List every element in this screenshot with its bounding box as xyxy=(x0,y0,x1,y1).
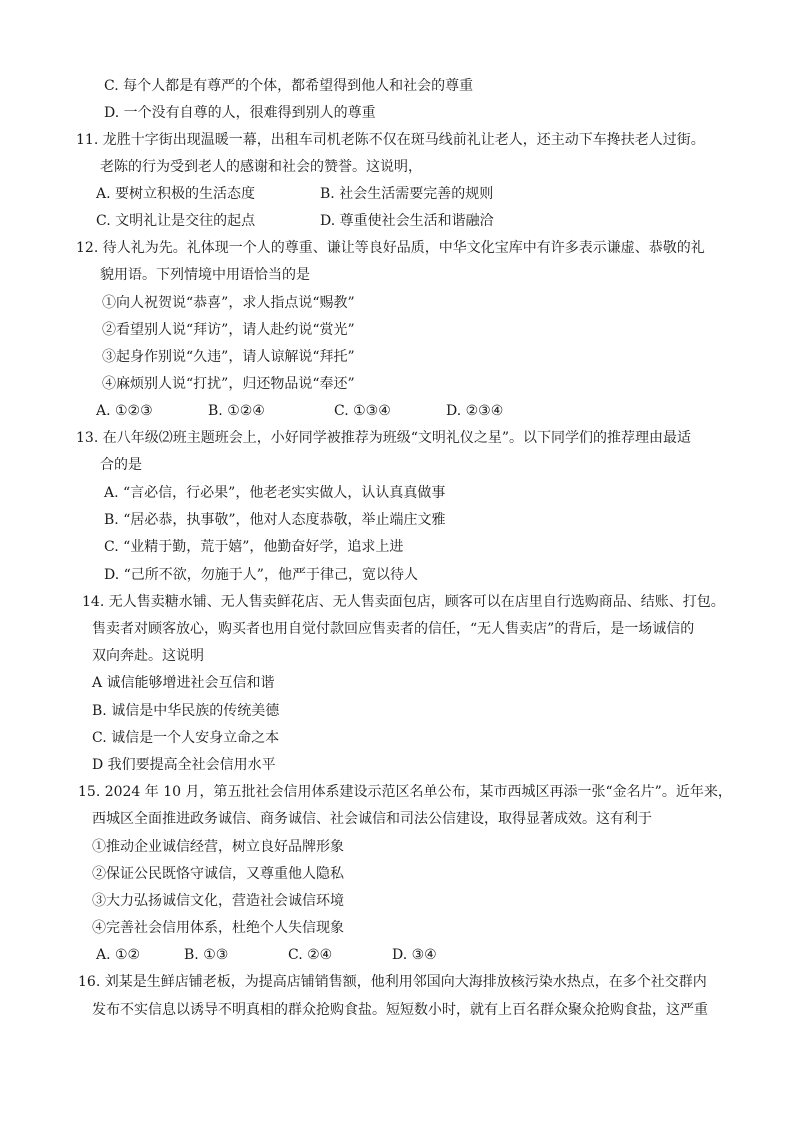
q13-stem-line2: 合的是 xyxy=(100,457,142,473)
q15-item-1: ①推动企业诚信经营，树立良好品牌形象 xyxy=(92,839,344,855)
q11-option-d: D. 尊重使社会生活和谐融洽 xyxy=(320,213,494,229)
q12-stem-line1: 12. 待人礼为先。礼体现一个人的尊重、谦让等良好品质，中华文化宝库中有许多表示谦虚、恭敬的礼 xyxy=(76,240,705,256)
q12-item-4: ④麻烦别人说“打扰”，归还物品说“奉还” xyxy=(102,376,355,392)
q14-option-b: B. 诚信是中华民族的传统美德 xyxy=(92,703,280,719)
q12-option-a: A. ①②③ xyxy=(96,403,153,419)
q15-item-3: ③大力弘扬诚信文化，营造社会诚信环境 xyxy=(92,893,344,909)
q15-option-b: B. ①③ xyxy=(184,947,229,963)
q12-stem-line2: 貌用语。下列情境中用语恰当的是 xyxy=(100,267,310,283)
q15-item-2: ②保证公民既恪守诚信，又尊重他人隐私 xyxy=(92,866,344,882)
q14-stem-line2: 售卖者对顾客放心，购买者也用自觉付款回应售卖者的信任，“无人售卖店”的背后，是一场诚信的 xyxy=(92,621,695,637)
q14-option-c: C. 诚信是一个人安身立命之本 xyxy=(92,730,280,746)
q16-stem-line2: 发布不实信息以诱导不明真相的群众抢购食盐。短短数小时，就有上百名群众聚众抢购食盐，这严重 xyxy=(92,1002,708,1018)
q14-option-d: D 我们要提高全社会信用水平 xyxy=(92,757,276,773)
q12-item-1: ①向人祝贺说“恭喜”，求人指点说“赐教” xyxy=(102,295,355,311)
q11-stem-line1: 11. 龙胜十字街出现温暖一幕，出租车司机老陈不仅在斑马线前礼让老人，还主动下车搀扶老人过街。 xyxy=(76,132,705,148)
q11-option-a: A. 要树立积极的生活态度 xyxy=(96,186,256,202)
q11-option-b: B. 社会生活需要完善的规则 xyxy=(320,186,494,202)
q15-stem-line1: 15. 2024 年 10 月，第五批社会信用体系建设示范区名单公布，某市西城区再添一张“金名片”。近年来， xyxy=(78,784,732,800)
q13-option-a: A. “言必信，行必果”，他老老实实做人，认认真真做事 xyxy=(104,485,446,501)
q10-option-d: D. 一个没有自尊的人，很难得到别人的尊重 xyxy=(104,105,376,121)
q13-option-b: B. “居必恭，执事敬”，他对人态度恭敬，举止端庄文雅 xyxy=(104,512,446,528)
q15-item-4: ④完善社会信用体系，杜绝个人失信现象 xyxy=(92,920,344,936)
q13-option-d: D. “己所不欲，勿施于人”，他严于律己，宽以待人 xyxy=(104,567,418,583)
q12-item-3: ③起身作别说“久违”，请人谅解说“拜托” xyxy=(102,349,355,365)
q10-option-c: C. 每个人都是有尊严的个体，都希望得到他人和社会的尊重 xyxy=(104,78,474,94)
q15-option-a: A. ①② xyxy=(96,947,141,963)
q12-option-d: D. ②③④ xyxy=(446,403,504,419)
q16-stem-line1: 16. 刘某是生鲜店铺老板，为提高店铺销售额，他利用邻国向大海排放核污染水热点，在多个社交群内 xyxy=(78,974,707,990)
q14-stem-line3: 双向奔赴。这说明 xyxy=(92,648,204,664)
q15-stem-line2: 西城区全面推进政务诚信、商务诚信、社会诚信和司法公信建设，取得显著成效。这有利于 xyxy=(92,811,652,827)
q14-stem-line1: 14. 无人售卖糖水铺、无人售卖鲜花店、无人售卖面包店，顾客可以在店里自行选购商品、结账、打包。 xyxy=(82,594,725,610)
q11-stem-line2: 老陈的行为受到老人的感谢和社会的赞誉。这说明， xyxy=(100,159,422,175)
q12-item-2: ②看望别人说“拜访”，请人赴约说“赏光” xyxy=(102,322,355,338)
q13-stem-line1: 13. 在八年级⑵班主题班会上，小好同学被推荐为班级“文明礼仪之星”。以下同学们的推荐理由最适 xyxy=(76,430,692,446)
q15-option-c: C. ②④ xyxy=(288,947,333,963)
q12-option-c: C. ①③④ xyxy=(334,403,391,419)
q15-option-d: D. ③④ xyxy=(392,947,437,963)
q12-option-b: B. ①②④ xyxy=(208,403,265,419)
q14-option-a: A 诚信能够增进社会互信和谐 xyxy=(92,675,275,691)
q13-option-c: C. “业精于勤，荒于嬉”，他勤奋好学，追求上进 xyxy=(104,539,404,555)
q11-option-c: C. 文明礼让是交往的起点 xyxy=(96,213,256,229)
